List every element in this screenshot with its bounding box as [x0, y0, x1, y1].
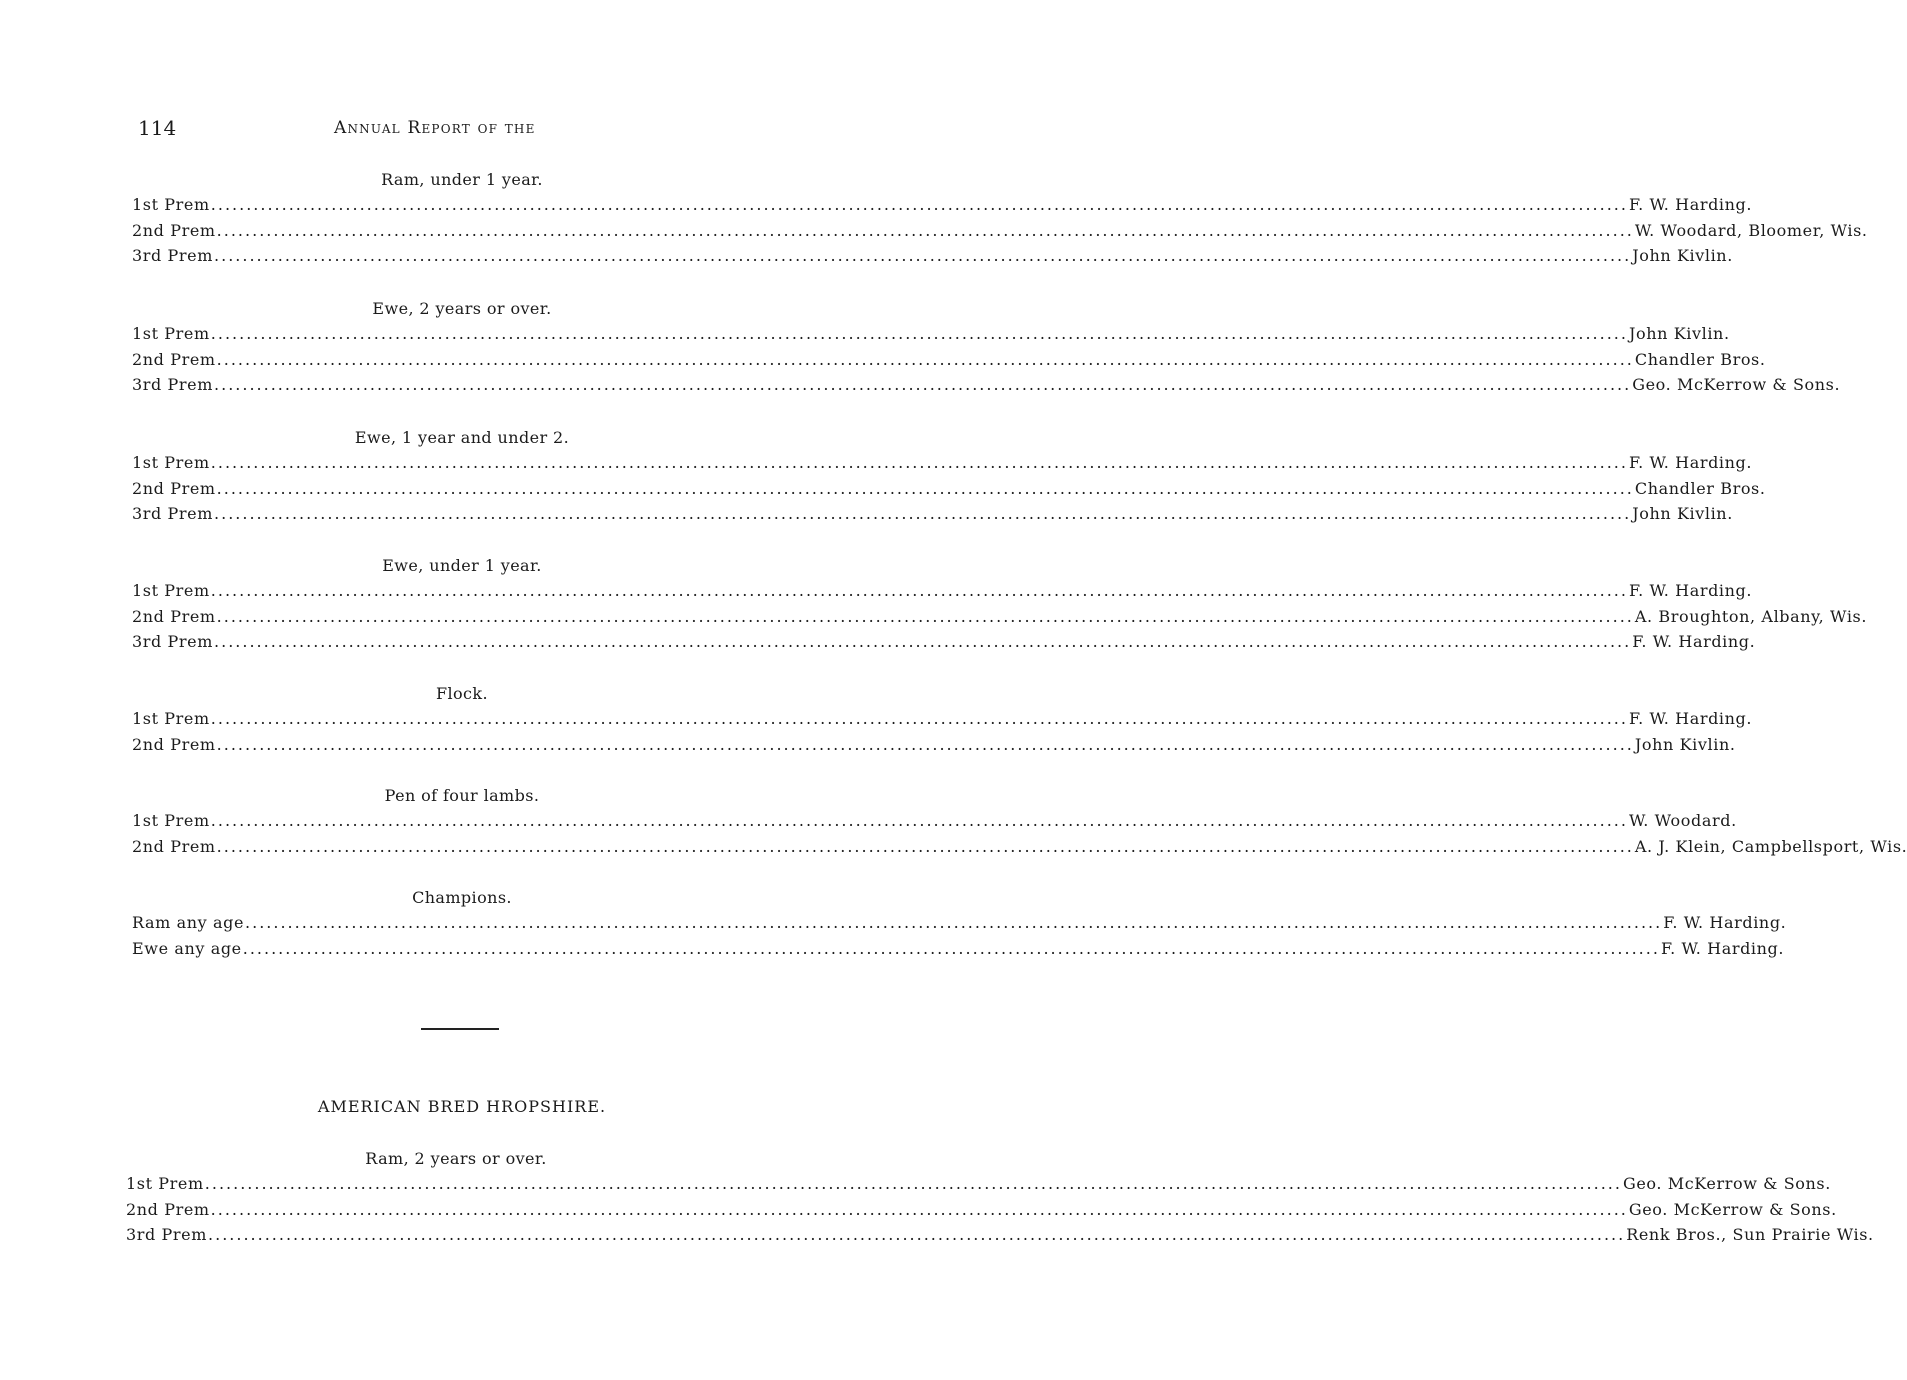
entry-winner: F. W. Harding. — [1628, 581, 1753, 600]
entry-winner: F. W. Harding. — [1628, 453, 1753, 472]
entry-label: 2nd Prem — [132, 836, 216, 856]
award-entry — [126, 1171, 1831, 1197]
entry-label: 1st Prem — [132, 709, 210, 728]
entry-label: 3rd Prem — [132, 246, 214, 265]
award-section — [132, 426, 1766, 527]
page-number: 114 — [138, 116, 177, 140]
entry-label: 3rd Prem — [126, 1225, 208, 1244]
section-title: Pen of four lambs. — [384, 786, 540, 805]
entry-label: 1st Prem — [132, 453, 210, 472]
entry-winner: A. Broughton, Albany, Wis. — [1634, 606, 1868, 626]
entry-winner: F. W. Harding. — [1628, 709, 1753, 728]
entry-winner: John Kivlin. — [1632, 246, 1733, 265]
award-entry — [132, 372, 1841, 398]
award-section — [132, 554, 1868, 655]
award-section — [132, 886, 1787, 961]
leader-dots: ........................................................................................................................................................................................................ — [208, 1225, 1626, 1244]
entry-winner: Geo. McKerrow & Sons. — [1622, 1174, 1831, 1193]
leader-dots: ........................................................................................................................................................................................................ — [216, 349, 1634, 369]
entry-label: Ewe any age — [132, 938, 242, 958]
section-title: Ewe, 1 year and under 2. — [354, 428, 570, 447]
award-section — [126, 1147, 1874, 1248]
entry-winner: John Kivlin. — [1634, 734, 1736, 754]
entry-label: 2nd Prem — [126, 1199, 210, 1219]
leader-dots: ........................................................................................................................................................................................................ — [216, 606, 1634, 626]
section-title: Ram, under 1 year. — [381, 170, 543, 189]
entry-winner: F. W. Harding. — [1632, 632, 1756, 651]
entry-winner: F. W. Harding. — [1660, 938, 1785, 958]
entry-label: 1st Prem — [132, 195, 210, 214]
award-entry — [132, 936, 1785, 962]
entry-winner: Chandler Bros. — [1634, 478, 1766, 498]
entry-winner: John Kivlin. — [1628, 324, 1730, 343]
leader-dots: ........................................................................................................................................................................................................ — [210, 709, 1628, 728]
award-entry — [132, 501, 1733, 527]
award-entry — [132, 218, 1868, 244]
leader-dots: ........................................................................................................................................................................................................ — [210, 324, 1628, 343]
breed-heading: AMERICAN BRED HROPSHIRE. — [317, 1097, 607, 1116]
entry-label: 2nd Prem — [132, 220, 216, 240]
leader-dots: ........................................................................................................................................................................................................ — [216, 836, 1634, 856]
entry-label: 1st Prem — [126, 1174, 204, 1193]
award-entry — [132, 450, 1753, 476]
entry-label: 2nd Prem — [132, 478, 216, 498]
section-title: Flock. — [436, 684, 488, 703]
entry-winner: Renk Bros., Sun Prairie Wis. — [1626, 1225, 1874, 1244]
section-title: Champions. — [412, 888, 512, 907]
leader-dots: ........................................................................................................................................................................................................ — [210, 1199, 1628, 1219]
award-section — [132, 784, 1907, 859]
section-title: Ewe, 2 years or over. — [372, 299, 552, 318]
leader-dots: ........................................................................................................................................................................................................ — [216, 220, 1634, 240]
entry-label: 3rd Prem — [132, 504, 214, 523]
award-entry — [132, 834, 1907, 860]
award-entry — [132, 192, 1753, 218]
award-entry — [132, 706, 1753, 732]
entry-winner: Chandler Bros. — [1634, 349, 1766, 369]
entry-winner: W. Woodard, Bloomer, Wis. — [1634, 220, 1868, 240]
award-section — [132, 168, 1868, 269]
award-entry — [126, 1197, 1837, 1223]
leader-dots: ........................................................................................................................................................................................................ — [210, 811, 1628, 830]
entry-winner: W. Woodard. — [1628, 811, 1737, 830]
entry-label: 2nd Prem — [132, 349, 216, 369]
leader-dots: ........................................................................................................................................................................................................ — [210, 195, 1628, 214]
award-entry — [132, 732, 1736, 758]
entry-winner: Geo. McKerrow & Sons. — [1632, 375, 1841, 394]
award-entry — [132, 604, 1868, 630]
leader-dots: ........................................................................................................................................................................................................ — [245, 913, 1663, 932]
leader-dots: ........................................................................................................................................................................................................ — [210, 453, 1628, 472]
award-entry — [132, 321, 1730, 347]
award-entry — [132, 808, 1737, 834]
section-divider-rule — [421, 1028, 499, 1030]
running-head: Annual Report of the — [334, 118, 536, 138]
entry-label: 1st Prem — [132, 811, 210, 830]
page-header — [138, 116, 788, 146]
award-entry — [132, 910, 1787, 936]
leader-dots: ........................................................................................................................................................................................................ — [204, 1174, 1622, 1193]
award-entry — [132, 243, 1733, 269]
leader-dots: ........................................................................................................................................................................................................ — [214, 375, 1632, 394]
award-section — [132, 682, 1753, 757]
entry-winner: F. W. Harding. — [1628, 195, 1753, 214]
entry-winner: A. J. Klein, Campbellsport, Wis. — [1634, 836, 1907, 856]
entry-label: 3rd Prem — [132, 375, 214, 394]
entry-label: 2nd Prem — [132, 606, 216, 626]
award-entry — [132, 629, 1756, 655]
award-entry — [126, 1222, 1874, 1248]
entry-label: 3rd Prem — [132, 632, 214, 651]
leader-dots: ........................................................................................................................................................................................................ — [214, 504, 1632, 523]
entry-label: 2nd Prem — [132, 734, 216, 754]
section-title: Ram, 2 years or over. — [365, 1149, 547, 1168]
leader-dots: ........................................................................................................................................................................................................ — [216, 478, 1634, 498]
leader-dots: ........................................................................................................................................................................................................ — [216, 734, 1634, 754]
section-title: Ewe, under 1 year. — [382, 556, 542, 575]
entry-winner: F. W. Harding. — [1663, 913, 1787, 932]
award-entry — [132, 578, 1753, 604]
award-entry — [132, 347, 1766, 373]
entry-label: Ram any age — [132, 913, 245, 932]
entry-label: 1st Prem — [132, 324, 210, 343]
entry-label: 1st Prem — [132, 581, 210, 600]
leader-dots: ........................................................................................................................................................................................................ — [210, 581, 1628, 600]
leader-dots: ........................................................................................................................................................................................................ — [214, 246, 1632, 265]
leader-dots: ........................................................................................................................................................................................................ — [242, 938, 1660, 958]
award-section — [132, 297, 1841, 398]
award-entry — [132, 476, 1766, 502]
entry-winner: Geo. McKerrow & Sons. — [1628, 1199, 1837, 1219]
leader-dots: ........................................................................................................................................................................................................ — [214, 632, 1632, 651]
entry-winner: John Kivlin. — [1632, 504, 1733, 523]
